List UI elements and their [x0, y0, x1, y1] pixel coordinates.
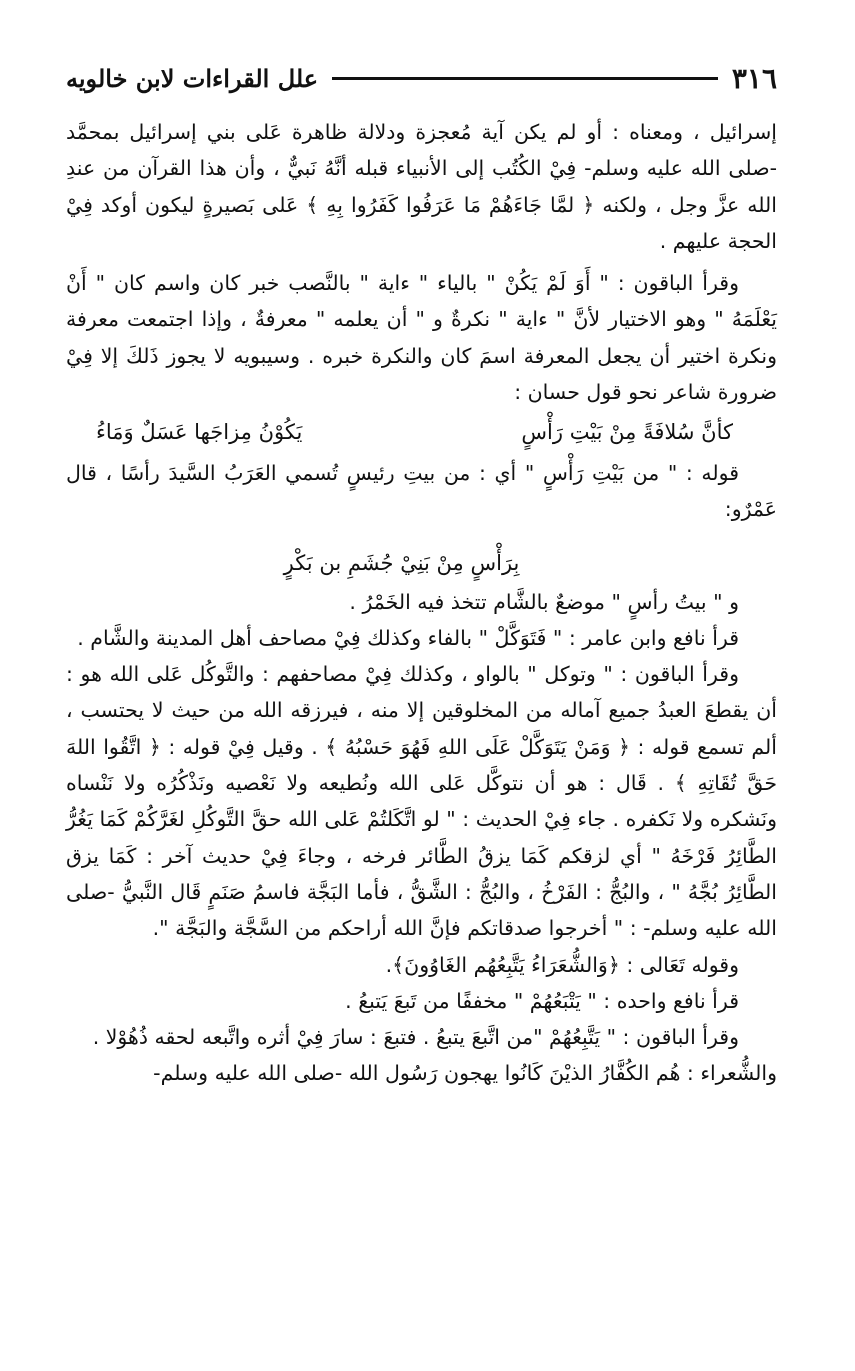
header-rule	[332, 77, 718, 80]
book-title: علل القراءات لابن خالويه	[66, 63, 319, 93]
poetry-verse-hassan	[66, 414, 777, 450]
paragraph-2: وقرأ الباقون : " أَوَ لَمْ يَكُنْ " بالياء " ءاية " بالنَّصب خبر كان واسم كان " أَنْ يَعْلَمَهُ " وهو الاختيار لأنَّ " ءاية " نكرةٌ و " أن يعلمه " معرفةٌ ، وإذا اجتمعت معرفة ونكرة اختير أن يجعل المعرفة اسمَ كان والنكرة خبره . وسيبويه لا يجوز ذَلكَ إلا فِيْ ضرورة شاعر نحو قول حسان :	[66, 271, 777, 405]
paragraph-9: وقرأ الباقون : " يَتَّبِعُهُمْ "من اتَّبعَ يتبعُ . فتبعَ : سارَ فِيْ أثره واتَّبعه لحقه ذُهُوْلا .	[92, 1025, 739, 1050]
paragraph-4: و " بيتُ رأسٍ " موضعٌ بالشَّام تتخذ فيه الخَمْرُ .	[349, 589, 739, 614]
paragraph-1: إسرائيل ، ومعناه : أو لم يكن آية مُعجزة ودلالة ظاهرة عَلى بني إسرائيل بمحمَّد -صلى الله عليه وسلم- فِيْ الكُتُب إلى الأنبياء قبله أنَّهُ نَبيٌّ ، وأن هذا القرآن من عندِ الله عزَّ وجل ، ولكنه ﴿ لمَّا جَاءَهُمْ مَا عَرَفُوا كَفَرُوا بِهِ ﴾ عَلى بَصيرةٍ ليكون أوكد فِيْ الحجة عليهم .	[66, 120, 777, 253]
paragraph-8: قرأ نافع واحده : " يَتْبَعُهُمْ " مخففًا من تَبعَ يَتبعُ .	[345, 988, 739, 1013]
paragraph-7: وقوله تَعَالى : ﴿وَالشُّعَرَاءُ يَتَّبِعُهُم الغَاوُونَ﴾.	[385, 952, 739, 977]
page-body	[66, 114, 777, 1092]
verse-hemistich-right: كأنَّ سُلافَةً مِنْ بَيْتِ رَأْسٍ	[521, 420, 733, 445]
paragraph-3: قوله : " من بَيْتِ رَأْسٍ " أي : من بيتِ رئيسٍ تُسمي العَرَبُ السَّيدَ رأسًا ، قال عَمْرٌو:	[66, 460, 777, 521]
verse-hemistich-left: يَكُوْنُ مِزاجَها عَسَلٌ وَمَاءُ	[96, 420, 303, 445]
paragraph-5: قرأ نافع وابن عامر : " فَتَوَكَّلْ " بالفاء وكذلك فِيْ مصاحف أهل المدينة والشَّام .	[77, 625, 739, 650]
page-header	[66, 58, 777, 98]
paragraph-6: وقرأ الباقون : " وتوكل " بالواو ، وكذلك فِيْ مصاحفهم : والتَّوكُل عَلى الله هو : أن يقطعَ العبدُ جميع آماله من المخلوقين إلا منه ، فيرزقه الله من حيث لا يحتسب ، ألم تسمع قوله : ﴿ وَمَنْ يَتَوَكَّلْ عَلَى اللهِ فَهُوَ حَسْبُهُ ﴾ . وقيل فِيْ قوله : ﴿ اتَّقُوا اللهَ حَقَّ تُقَاتِهِ ﴾ . قَال : هو أن نتوكَّل عَلى الله ونُطيعه ولا نَعْصيه ونَذْكُرُه ولا نَنْساه ونَشكره ولا نَكفره . جاء فِيْ الحديث : " لو اتَّكَلتُمْ عَلى الله حقَّ التَّوكُلِ لغَرَّكُمْ كَمَا يَغُرُّ الطَّائِرُ فَرْخَهُ " أي لزقكم كَمَا يزقُ الطَّائر فرخه ، وجاءَ فِيْ حديث آخر : كَمَا يزق الطَّائِرُ بُجَّهُ " ، والبُجُّ : الفَرْخُ ، والبُجُّ : الشَّقُّ ، فأما البَجَّة فاسمُ صَنَمٍ قَال النَّبيُّ -صلى الله عليه وسلم- : " أخرجوا صدقاتكم فإنَّ الله أراحكم من السَّجَّة والبَجَّة ".	[66, 662, 777, 941]
poetry-verse-amr: بِرَأْسٍ مِنْ بَنِيْ جُشَمِ بن بَكْرٍ	[283, 551, 520, 576]
page-number: ٣١٦	[731, 61, 777, 95]
paragraph-10: والشُّعراء : هُم الكُفَّارُ الذيْنَ كَانُوا يهجون رَسُول الله -صلى الله عليه وسلم-	[153, 1061, 777, 1086]
